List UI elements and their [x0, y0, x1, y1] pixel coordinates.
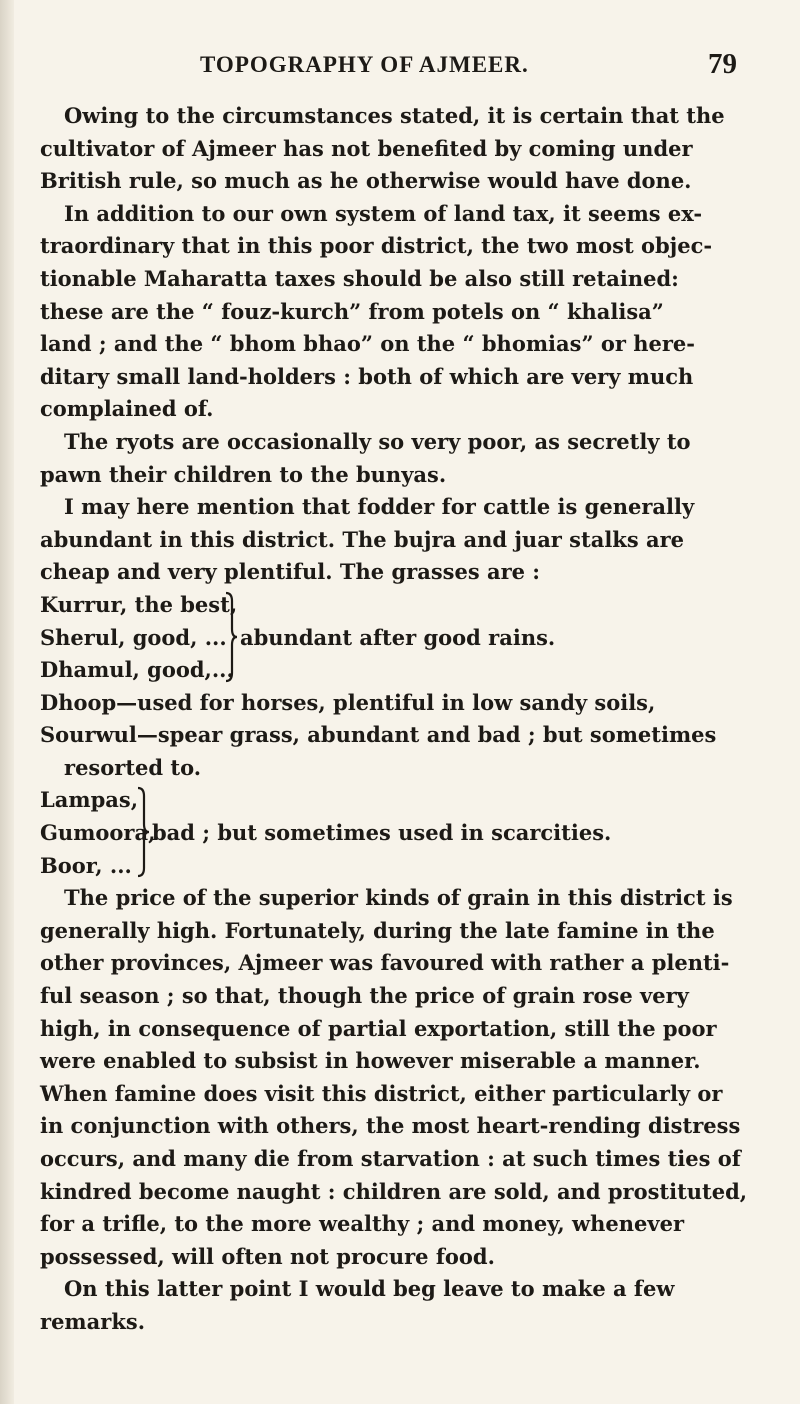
- text-line: cheap and very plentiful. The grasses are :: [40, 559, 541, 585]
- text-line: land ; and the “ bhom bhao” on the “ bhomias” or here-: [40, 331, 695, 357]
- text-line: complained of.: [40, 396, 214, 422]
- grass-item: Gumoora,: [40, 820, 156, 846]
- page-number: 79: [708, 48, 737, 80]
- text-line: high, in consequence of partial exportation, still the poor: [40, 1015, 717, 1041]
- running-head: TOPOGRAPHY OF AJMEER.: [200, 52, 529, 77]
- grass-item: Sherul, good, ...: [40, 624, 227, 650]
- right-brace-icon: [224, 591, 238, 683]
- text-line: Owing to the circumstances stated, it is certain that the: [64, 103, 725, 128]
- text-line: traordinary that in this poor district, the two most objec-: [40, 233, 713, 259]
- grasses-bad-note: bad ; but sometimes used in scarcities.: [152, 820, 612, 846]
- text-line: tionable Maharatta taxes should be also still retained:: [40, 265, 679, 291]
- grasses-bad-group: [40, 784, 730, 882]
- text-line: kindred become naught : children are sold, and prostituted,: [40, 1178, 748, 1204]
- text-line: I may here mention that fodder for cattle is generally: [64, 494, 695, 520]
- grasses-good-list: [40, 589, 237, 687]
- text-line: On this latter point I would beg leave to make a few: [64, 1276, 675, 1302]
- text-line: ful season ; so that, though the price of grain rose very: [40, 983, 689, 1009]
- text-line: occurs, and many die from starvation : at such times ties of: [40, 1146, 741, 1172]
- text-line: pawn their children to the bunyas.: [40, 461, 447, 487]
- right-brace-icon: [136, 786, 150, 878]
- text-line: resorted to.: [64, 754, 202, 780]
- grass-item: Lampas,: [40, 787, 139, 813]
- text-line: The price of the superior kinds of grain in this district is: [64, 885, 733, 911]
- text-line: for a trifle, to the more wealthy ; and money, whenever: [40, 1211, 685, 1237]
- text-line: other provinces, Ajmeer was favoured with rather a plenti-: [40, 950, 730, 976]
- text-line: Dhoop—used for horses, plentiful in low sandy soils,: [40, 689, 656, 715]
- text-line: were enabled to subsist in however miserable a manner.: [40, 1048, 701, 1074]
- text-line: abundant in this district. The bujra and juar stalks are: [40, 526, 685, 552]
- text-line: British rule, so much as he otherwise would have done.: [40, 168, 692, 194]
- text-line: remarks.: [40, 1309, 145, 1334]
- grasses-good-note: abundant after good rains.: [240, 624, 556, 650]
- text-line: generally high. Fortunately, during the late famine in the: [40, 917, 715, 943]
- page-header: [0, 48, 800, 88]
- grass-item: Boor, ...: [40, 852, 132, 878]
- text-line: Sourwul—spear grass, abundant and bad ; but sometimes: [40, 722, 717, 748]
- grass-item: Kurrur, the best,: [40, 591, 238, 617]
- text-line: In addition to our own system of land tax, it seems ex-: [64, 200, 703, 226]
- text-line: ditary small land-holders : both of which are very much: [40, 363, 694, 389]
- grasses-good-group: [40, 589, 730, 687]
- body-text: [40, 100, 748, 1339]
- text-line: When famine does visit this district, either particularly or: [40, 1080, 723, 1106]
- text-line: possessed, will often not procure food.: [40, 1243, 495, 1269]
- text-line: cultivator of Ajmeer has not benefited by coming under: [40, 135, 693, 161]
- grass-item: Dhamul, good,...: [40, 657, 234, 683]
- text-line: these are the “ fouz-kurch” from potels on “ khalisa”: [40, 298, 664, 324]
- text-line: in conjunction with others, the most heart-rending distress: [40, 1113, 741, 1139]
- text-line: The ryots are occasionally so very poor, as secretly to: [64, 428, 691, 454]
